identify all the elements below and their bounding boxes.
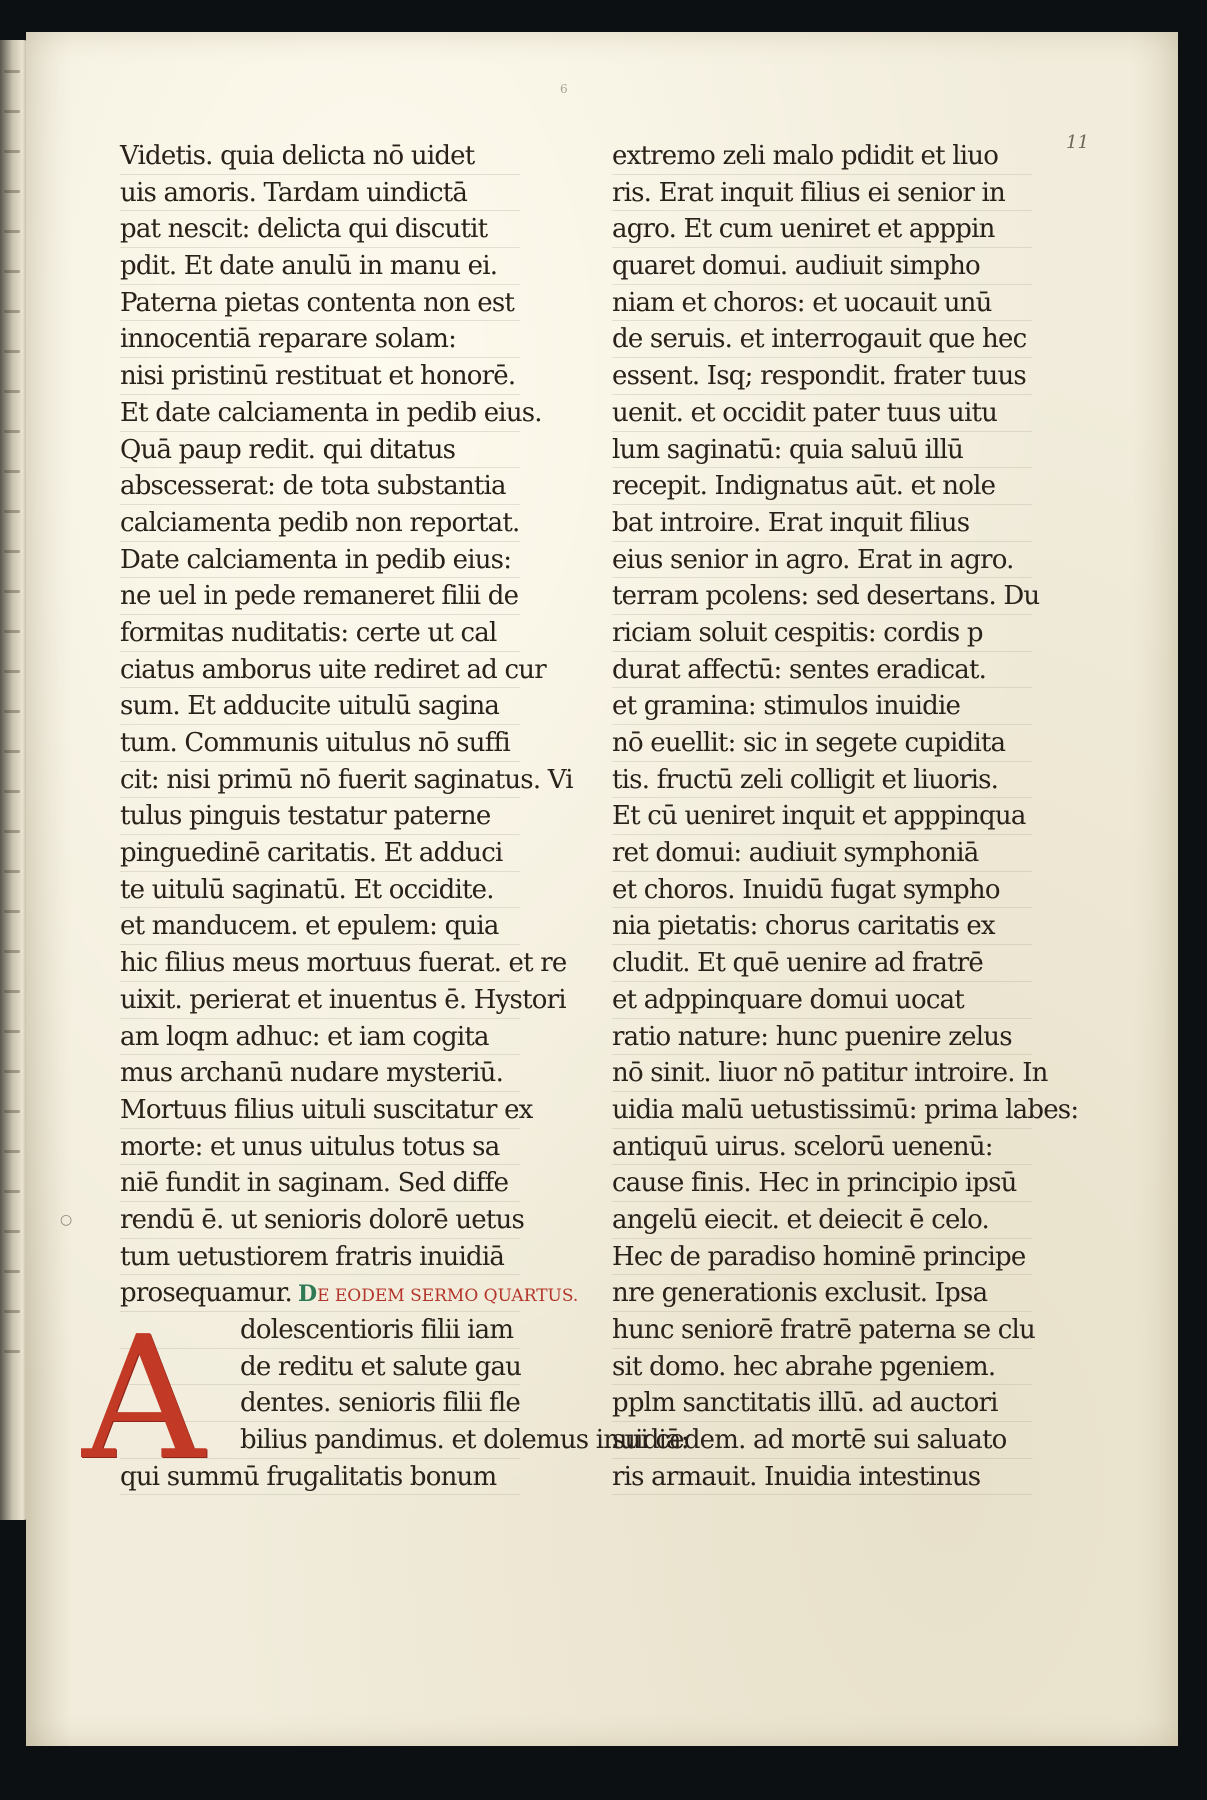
text-line [120, 652, 546, 689]
text-line [120, 1055, 520, 1092]
text-line-content: sum. Et adducite uitulū sagina [120, 691, 500, 722]
text-line-content: abscesserat: de tota substantia [120, 471, 506, 502]
rubric-heading [297, 1281, 579, 1308]
text-line [120, 285, 520, 322]
text-line [120, 1019, 520, 1056]
text-line-content: pdit. Et date anulū in manu ei. [120, 251, 498, 282]
text-line: quaret domui. audiuit simpho [612, 248, 1032, 285]
text-line [120, 138, 520, 175]
rubric-text: E EODEM SERMO QUARTUS. [317, 1286, 579, 1307]
text-line [120, 1129, 520, 1166]
text-line-content: hic filius meus mortuus fuerat. et re [120, 948, 567, 979]
text-line [120, 542, 520, 579]
text-line: nō sinit. liuor nō patitur introire. In [612, 1055, 1032, 1092]
text-line: de seruis. et interrogauit que hec [612, 321, 1032, 358]
text-line-content: Et date calciamenta in pedib eius. [120, 397, 542, 428]
adjacent-page-edge [0, 40, 28, 1520]
text-line [120, 945, 567, 982]
text-line [120, 505, 520, 542]
text-line-content: morte: et unus uitulus totus sa [120, 1131, 500, 1162]
text-line: nre generationis exclusit. Ipsa [612, 1275, 1032, 1312]
text-line: bat introire. Erat inquit filius [612, 505, 1032, 542]
text-line-content: tum. Communis uitulus nō suffi [120, 728, 510, 758]
text-line-content: innocentiā reparare solam: [120, 324, 457, 355]
text-line: riciam soluit cespitis: cordis p [612, 615, 1032, 652]
right-column [612, 138, 1079, 1495]
text-line-content: pinguedinē caritatis. Et adduci [120, 838, 503, 869]
text-line: lum saginatū: quia saluū illū [612, 432, 1032, 469]
text-line: durat affectū: sentes eradicat. [612, 652, 1032, 689]
text-line-content: uis amoris. Tardam uindictā [120, 177, 468, 208]
text-line: sit domo. hec abrahe pgeniem. [612, 1349, 1032, 1386]
text-line [120, 248, 520, 285]
text-line-content: Mortuus filius uituli suscitatur ex [120, 1094, 533, 1125]
text-line [120, 578, 520, 615]
text-line [120, 982, 566, 1019]
text-line: Et cū ueniret inquit et apppinqua [612, 798, 1032, 835]
text-line: de reditu et salute gau [120, 1349, 520, 1386]
text-line [120, 211, 520, 248]
text-line-content: niē fundit in saginam. Sed diffe [120, 1168, 509, 1199]
text-line-content: nisi pristinū restituat et honorē. [120, 361, 516, 392]
text-line-content: tum uetustiorem fratris inuidiā [120, 1241, 505, 1272]
text-line [120, 908, 520, 945]
text-line: agro. Et cum ueniret et apppin [612, 211, 1032, 248]
text-line-content: calciamenta pedib non reportat. [120, 507, 520, 538]
text-line-content: prosequamur. [120, 1278, 292, 1309]
text-line-content: te uitulū saginatū. Et occidite. [120, 874, 494, 905]
text-line: hunc seniorē fratrē paterna se clu [612, 1312, 1032, 1349]
text-line: uenit. et occidit pater tuus uitu [612, 395, 1032, 432]
text-line: et adppinquare domui uocat [612, 982, 1032, 1019]
text-line [120, 395, 542, 432]
text-line [120, 358, 520, 395]
text-line [120, 835, 520, 872]
text-line-content: ne uel in pede remaneret filii de [120, 581, 519, 612]
text-line: cause finis. Hec in principio ipsū [612, 1165, 1032, 1202]
left-column [120, 138, 689, 1495]
text-line: antiquū uirus. scelorū uenenū: [612, 1129, 1032, 1166]
text-line [120, 725, 520, 762]
manuscript-folio [26, 32, 1178, 1746]
text-line: tis. fructū zeli colligit et liuoris. [612, 762, 1032, 799]
text-line [120, 1239, 520, 1276]
text-line [120, 175, 520, 212]
text-line: essent. Isq; respondit. frater tuus [612, 358, 1032, 395]
text-line-content: Date calciamenta in pedib eius: [120, 544, 512, 575]
text-line: Hec de paradiso hominē principe [612, 1239, 1032, 1276]
text-line-content: Videtis. quia delicta nō uidet [120, 141, 475, 171]
text-line-content: et manducem. et epulem: quia [120, 911, 499, 942]
rubric-initial: D [297, 1281, 318, 1308]
text-line: nō euellit: sic in segete cupidita [612, 725, 1032, 762]
text-line [120, 1202, 524, 1239]
text-line: qui summū frugalitatis bonum [120, 1459, 520, 1496]
margin-mark-icon: ○ [60, 1212, 73, 1228]
text-line [120, 321, 520, 358]
text-line: recepit. Indignatus aūt. et nole [612, 468, 1032, 505]
text-line: ris. Erat inquit filius ei senior in [612, 175, 1032, 212]
text-line: ret domui: audiuit symphoniā [612, 835, 1032, 872]
text-line-content: tulus pinguis testatur paterne [120, 801, 491, 832]
text-line: uidia malū uetustissimū: prima labes: [612, 1092, 1032, 1129]
top-mark: 6 [560, 82, 568, 96]
text-line [120, 432, 520, 469]
text-line: ratio nature: hunc puenire zelus [612, 1019, 1032, 1056]
text-line [120, 762, 573, 799]
text-line-content: Quā paup redit. qui ditatus [120, 434, 456, 465]
text-line-content: uixit. perierat et inuentus ē. Hystori [120, 984, 566, 1015]
text-line: terram pcolens: sed desertans. Du [612, 578, 1032, 615]
text-line [120, 688, 520, 725]
text-line [120, 468, 520, 505]
text-line-content: mus archanū nudare mysteriū. [120, 1058, 504, 1089]
folio-number: 11 [1066, 132, 1089, 153]
text-line: ris armauit. Inuidia intestinus [612, 1459, 1032, 1496]
text-line: sui cedem. ad mortē sui saluato [612, 1422, 1032, 1459]
text-line [120, 1092, 533, 1129]
text-line: extremo zeli malo pdidit et liuo [612, 138, 1032, 175]
text-line: nia pietatis: chorus caritatis ex [612, 908, 1032, 945]
text-line-content: cit: nisi primū nō fuerit saginatus. Vi [120, 764, 573, 795]
text-line: cludit. Et quē uenire ad fratrē [612, 945, 1032, 982]
text-line: et choros. Inuidū fugat sympho [612, 872, 1032, 909]
text-line: bilius pandimus. et dolemus inuidiā: [120, 1422, 520, 1459]
text-line: angelū eiecit. et deiecit ē celo. [612, 1202, 1032, 1239]
text-line-content: pat nescit: delicta qui discutit [120, 214, 488, 245]
text-line-content: formitas nuditatis: certe ut cal [120, 617, 497, 648]
text-line [120, 615, 520, 652]
text-line-content: Paterna pietas contenta non est [120, 287, 515, 318]
text-line [120, 872, 520, 909]
text-line: niam et choros: et uocauit unū [612, 285, 1032, 322]
text-line [120, 798, 520, 835]
text-line: dentes. senioris filii fle [120, 1385, 520, 1422]
text-line [120, 1165, 520, 1202]
text-line-content: am loqm adhuc: et iam cogita [120, 1021, 489, 1052]
text-line: eius senior in agro. Erat in agro. [612, 542, 1032, 579]
drop-cap-initial: A [82, 1300, 205, 1498]
text-line: et gramina: stimulos inuidie [612, 688, 1032, 725]
text-line-content: rendū ē. ut senioris dolorē uetus [120, 1204, 524, 1235]
text-line: dolescentioris filii iam [120, 1312, 520, 1349]
text-line: pplm sanctitatis illū. ad auctori [612, 1385, 1032, 1422]
text-line-content: ciatus amborus uite rediret ad cur [120, 654, 546, 685]
